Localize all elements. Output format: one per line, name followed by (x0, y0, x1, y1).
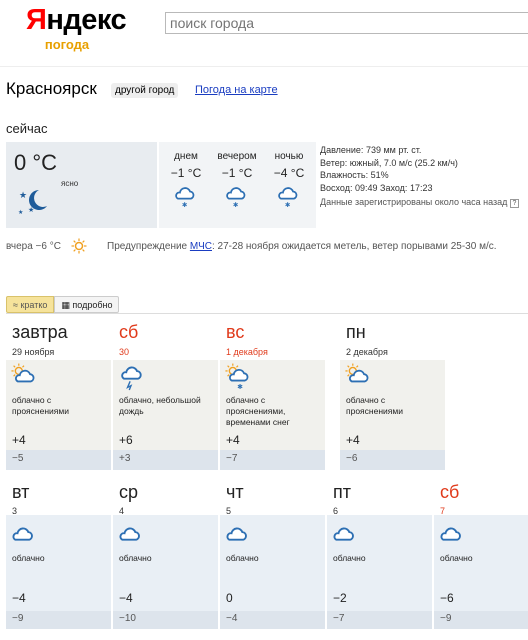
forecast-day-cell[interactable] (113, 320, 219, 470)
forecast-day-name: вс (226, 322, 245, 342)
partly-cloudy-icon (11, 363, 37, 396)
header-divider (0, 66, 528, 67)
forecast-night-temp: −4 (226, 613, 238, 624)
cloud-snow-icon (276, 184, 302, 215)
forecast-night-temp: −5 (12, 453, 24, 464)
now-label: сейчас (6, 121, 48, 136)
day-part-temp: −1 °C (221, 166, 253, 180)
forecast-day-name: пт (333, 482, 351, 502)
svg-text:✱: ✱ (284, 201, 291, 209)
forecast-day-cell[interactable] (6, 479, 112, 629)
forecast-date: 30 (119, 347, 130, 357)
forecast-condition: облачно (226, 553, 259, 563)
warning-prefix: Предупреждение (107, 241, 188, 252)
forecast-day-cell[interactable] (6, 320, 112, 470)
forecast-day-temp: 0 (226, 591, 233, 605)
forecast-day-name: ср (119, 482, 139, 502)
forecast-night-temp: −7 (226, 453, 238, 464)
partly-cloudy-icon (345, 363, 371, 396)
cloud-rain-icon (118, 363, 144, 396)
view-tabs (6, 296, 119, 313)
wind-label: Ветер: (320, 157, 348, 168)
day-part-name: вечером (217, 151, 257, 162)
forecast-day-name: сб (440, 482, 460, 502)
sunrise-value: 09:49 (354, 182, 378, 193)
yesterday-temp: вчера −6 °C (6, 241, 61, 252)
forecast-date: 29 ноября (12, 347, 55, 357)
tab-short-label: кратко (20, 300, 48, 310)
forecast-day-temp: +4 (12, 433, 26, 447)
day-part-name: ночью (274, 151, 304, 162)
forecast-day-cell[interactable] (327, 479, 433, 629)
weather-details (320, 144, 519, 209)
forecast-date: 7 (440, 506, 446, 516)
forecast-date: 1 декабря (226, 347, 268, 357)
forecast-condition: облачно (12, 553, 45, 563)
forecast-night-temp: +3 (119, 453, 131, 464)
other-city-button[interactable]: другой город (111, 83, 178, 98)
forecast-row-1 (6, 320, 528, 470)
current-weather-panel (6, 142, 157, 228)
forecast-night-temp: −9 (12, 613, 24, 624)
sunrise-label: Восход: (320, 182, 353, 193)
sunset-value: 17:23 (409, 182, 433, 193)
day-part-2 (265, 142, 313, 228)
tabs-divider (6, 313, 528, 314)
svg-text:★: ★ (18, 210, 24, 216)
forecast-condition: облачно с прояснениями (346, 395, 403, 416)
forecast-night-temp: −7 (333, 613, 345, 624)
day-parts-panel (159, 142, 316, 228)
cloud-snow-icon (173, 184, 199, 215)
day-part-temp: −4 °C (273, 166, 305, 180)
forecast-condition: облачно с прояснениями (12, 395, 69, 416)
warning-text: : 27-28 ноября ожидается метель, ветер порывами 25-30 м/с. (212, 241, 497, 252)
yandex-logo[interactable] (26, 4, 127, 52)
forecast-day-name: чт (226, 482, 244, 502)
svg-text:★: ★ (19, 190, 28, 200)
forecast-condition: облачно с прояснениями, временами снег (226, 395, 290, 427)
forecast-condition: облачно (119, 553, 152, 563)
logo-letter-ya: Я (26, 4, 47, 36)
registered-note: Данные зарегистрированы около часа назад (320, 197, 508, 207)
forecast-condition: облачно (440, 553, 473, 563)
forecast-date: 4 (119, 506, 125, 516)
sunset-label: Заход: (380, 182, 408, 193)
forecast-date: 5 (226, 506, 232, 516)
partly-cloudy-snow-icon (225, 363, 251, 396)
current-temp: 0 °C (14, 150, 58, 175)
forecast-condition: облачно, небольшой дождь (119, 395, 201, 416)
forecast-day-cell[interactable] (220, 479, 326, 629)
city-name: Красноярск (6, 79, 97, 98)
logo-text: ндекс (46, 4, 127, 36)
forecast-date: 2 декабря (346, 347, 388, 357)
humidity-label: Влажность: (320, 170, 369, 180)
forecast-night-temp: −6 (346, 453, 358, 464)
forecast-day-temp: −4 (12, 591, 26, 605)
forecast-night-temp: −10 (119, 613, 136, 624)
day-part-name: днем (174, 151, 198, 162)
forecast-day-cell[interactable] (220, 320, 326, 470)
forecast-day-temp: +6 (119, 433, 133, 447)
svg-text:✱: ✱ (237, 384, 243, 391)
forecast-date: 6 (333, 506, 339, 516)
map-link[interactable]: Погода на карте (195, 84, 278, 96)
day-part-temp: −1 °C (170, 166, 202, 180)
forecast-day-name: завтра (12, 322, 68, 342)
pressure-label: Давление: (320, 145, 364, 155)
mchs-link[interactable]: МЧС (189, 241, 212, 252)
city-search-input[interactable] (165, 12, 528, 34)
forecast-night-temp: −9 (440, 613, 452, 624)
svg-text:✱: ✱ (232, 201, 239, 209)
forecast-day-temp: −4 (119, 591, 133, 605)
tab-detailed[interactable]: ▦ подробно (54, 296, 119, 313)
forecast-condition: облачно (333, 553, 366, 563)
forecast-day-cell[interactable] (434, 479, 528, 629)
tab-short[interactable]: ≈ кратко (6, 296, 54, 313)
humidity-value: 51% (370, 170, 389, 180)
svg-text:✱: ✱ (181, 201, 188, 209)
forecast-day-temp: −6 (440, 591, 454, 605)
clear-night-icon (16, 186, 56, 216)
svg-text:★: ★ (28, 207, 35, 214)
forecast-day-name: пн (346, 322, 366, 342)
forecast-day-temp: +4 (226, 433, 240, 447)
logo-subtitle: погода (44, 37, 90, 52)
mchs-warning (107, 241, 497, 252)
wind-value: южный, 7.0 м/с (25.2 км/ч) (349, 157, 458, 168)
cloud-snow-icon (224, 184, 250, 215)
pressure-value: 739 мм рт. ст. (365, 145, 422, 155)
help-icon[interactable]: ? (510, 199, 519, 208)
forecast-day-cell[interactable] (113, 479, 219, 629)
day-part-0 (163, 142, 209, 228)
tab-detailed-label: подробно (72, 300, 113, 310)
forecast-day-temp: +4 (346, 433, 360, 447)
forecast-day-cell[interactable] (340, 320, 446, 470)
forecast-row-2 (6, 479, 528, 629)
forecast-date: 3 (12, 506, 18, 516)
forecast-day-temp: −2 (333, 591, 347, 605)
forecast-day-name: вт (12, 482, 30, 502)
forecast-day-name: сб (119, 322, 139, 342)
sun-icon (71, 238, 87, 254)
day-part-1 (211, 142, 263, 228)
current-condition: ясно (61, 179, 79, 188)
